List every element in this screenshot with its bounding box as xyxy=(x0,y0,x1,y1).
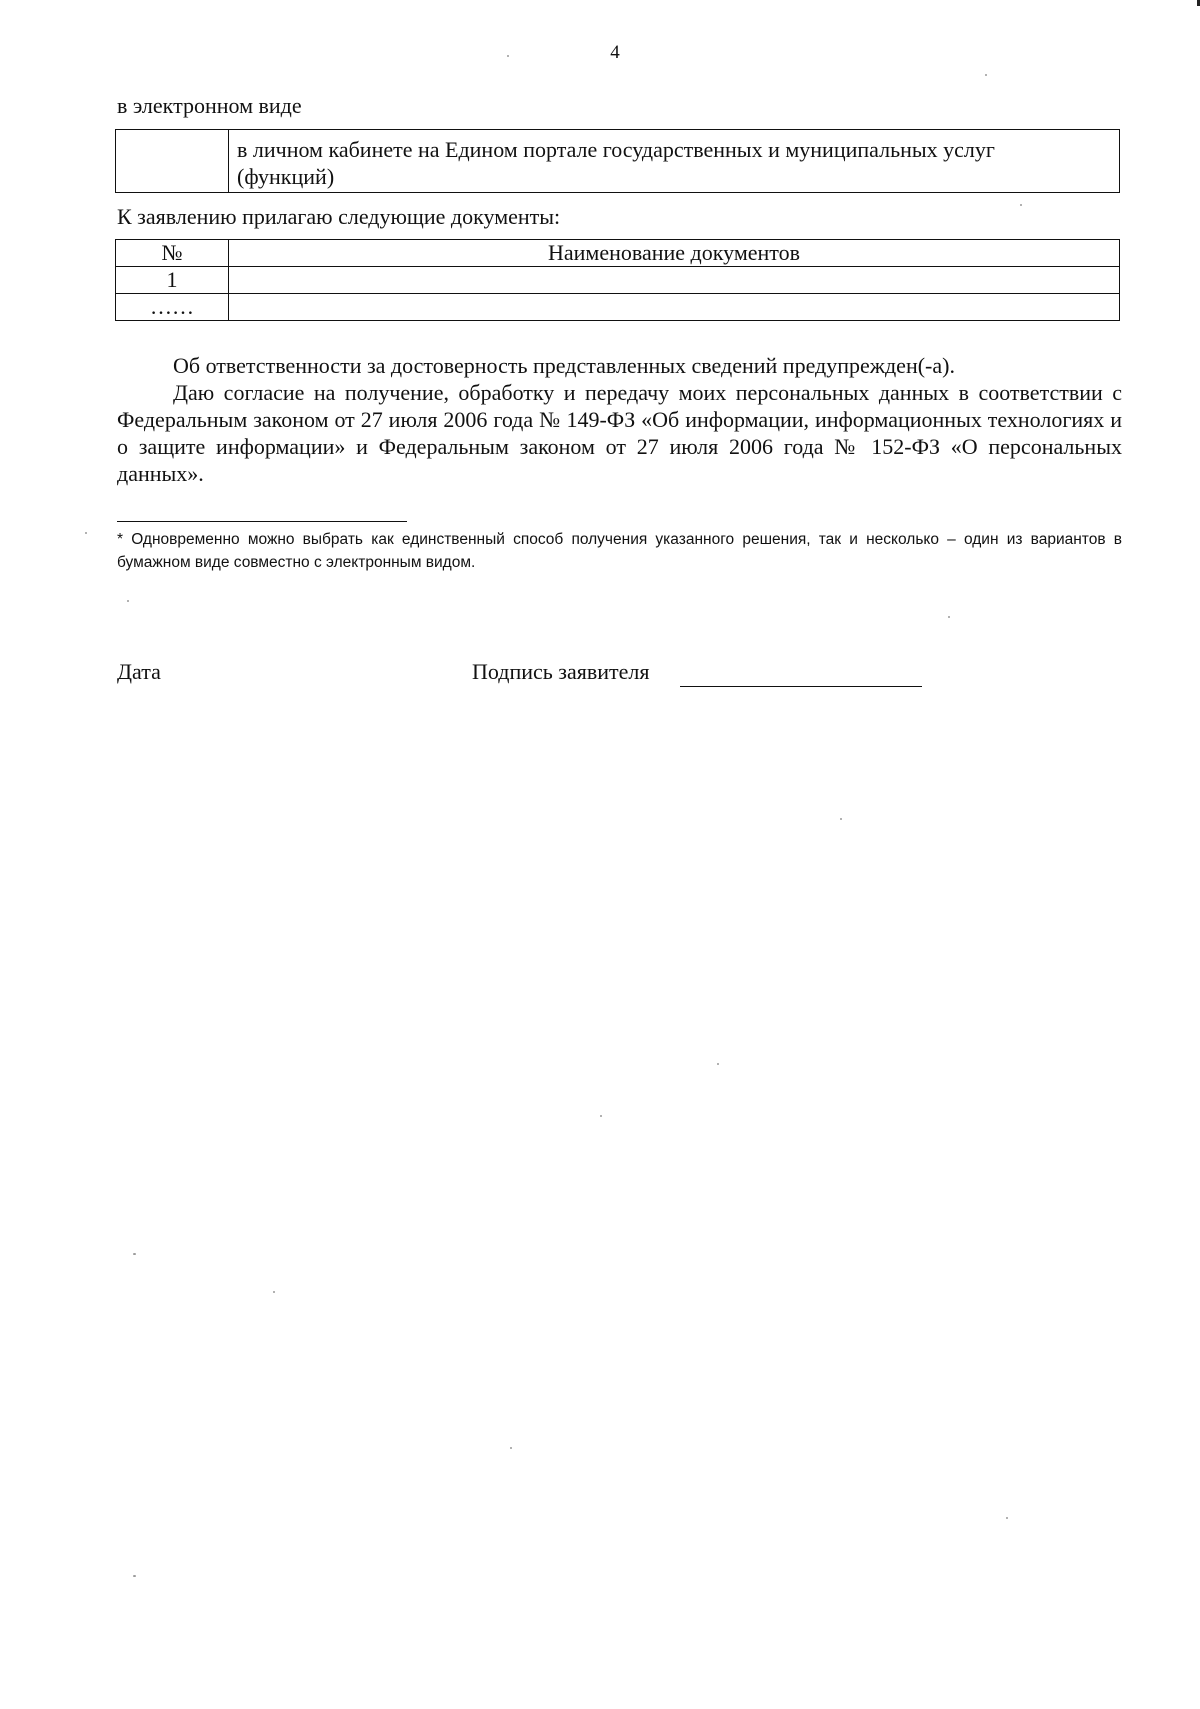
scan-speck xyxy=(133,1575,136,1577)
scan-speck xyxy=(985,74,987,76)
footnote: * Одновременно можно выбрать как единственный способ получения указанного решения, так и несколько – один из вариантов в бумажном виде совместно с электронным видом. xyxy=(117,531,1122,571)
table-row xyxy=(116,267,1120,294)
documents-row-name xyxy=(229,267,1120,294)
scan-speck xyxy=(1020,204,1022,206)
delivery-option-text-cell xyxy=(229,130,1120,193)
scan-speck xyxy=(273,1291,275,1293)
consent-statement: Даю согласие на получение, обработку и передачу моих персональных данных в соответствии с Федеральным законом от 27 июля 2006 года № 149-ФЗ «Об информации, информационных технологиях и о защите информации» и Федеральным законом от 27 июля 2006 года № 152-ФЗ «О персональных данных». xyxy=(117,380,1122,486)
documents-row-name xyxy=(229,294,1120,321)
signature-label: Подпись заявителя xyxy=(472,659,650,684)
scan-speck xyxy=(948,616,950,618)
scan-speck xyxy=(840,818,842,820)
responsibility-statement: Об ответственности за достоверность представленных сведений предупрежден(-а). xyxy=(173,353,955,378)
documents-table xyxy=(115,239,1120,321)
scan-speck xyxy=(1006,1517,1008,1519)
documents-row-number: …… xyxy=(116,294,229,321)
scan-speck xyxy=(717,1063,719,1065)
scan-speck xyxy=(507,55,509,57)
attachments-intro: К заявлению прилагаю следующие документы: xyxy=(117,204,561,229)
signature-line xyxy=(680,686,922,687)
delivery-option-text-line2: (функций) xyxy=(237,164,335,189)
documents-table-header-row xyxy=(116,240,1120,267)
delivery-mark-cell xyxy=(116,130,229,193)
scan-speck xyxy=(133,1253,136,1255)
documents-row-number: 1 xyxy=(116,267,229,294)
page-number: 4 xyxy=(610,42,620,63)
date-label: Дата xyxy=(117,659,161,684)
table-row xyxy=(116,294,1120,321)
footnote-divider xyxy=(117,521,407,522)
scan-speck xyxy=(600,1115,602,1117)
scan-speck xyxy=(127,600,129,602)
documents-header-number: № xyxy=(116,240,229,267)
delivery-option-row xyxy=(116,130,1120,193)
scan-speck xyxy=(85,532,87,534)
documents-header-name: Наименование документов xyxy=(229,240,1120,267)
delivery-heading: в электронном виде xyxy=(117,93,302,118)
scan-speck xyxy=(510,1447,512,1449)
delivery-option-text-line1: в личном кабинете на Едином портале государственных и муниципальных услуг xyxy=(237,137,995,162)
delivery-option-table xyxy=(115,129,1120,193)
